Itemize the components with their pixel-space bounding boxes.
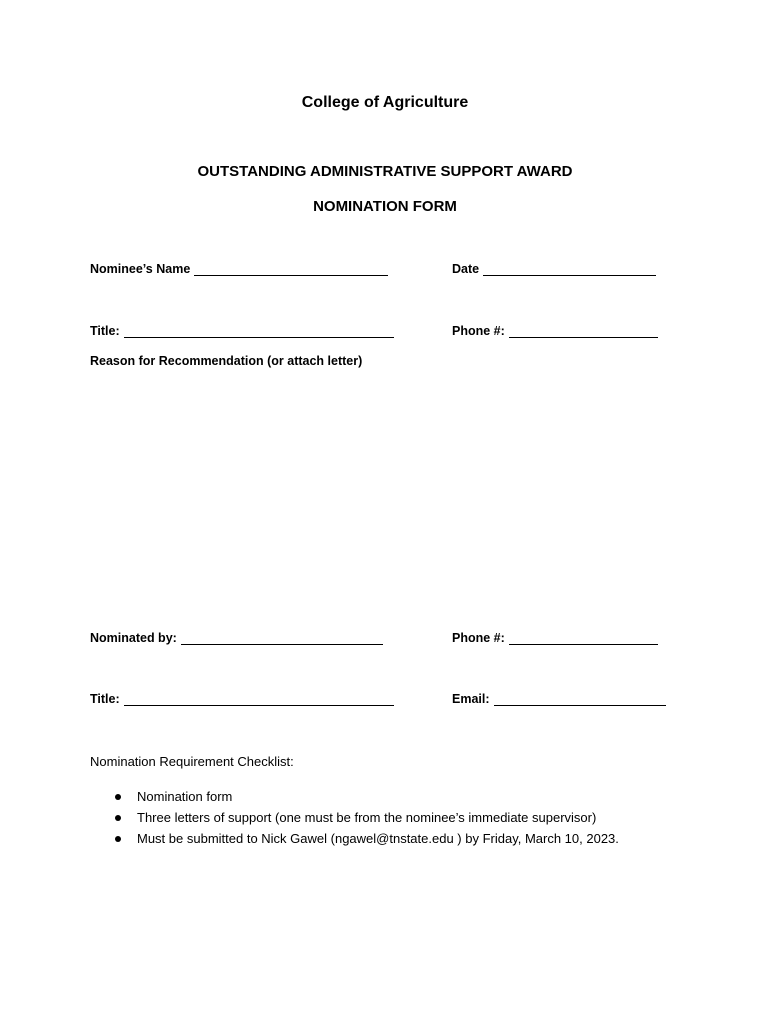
title-label-1: Title: [90, 324, 120, 338]
phone-field-1[interactable] [452, 324, 658, 338]
nominated-by-field[interactable] [90, 631, 383, 645]
bullet-icon [115, 836, 121, 842]
title-line-1[interactable] [124, 326, 394, 338]
checklist-item-text: Nomination form [137, 789, 233, 804]
nominated-by-label: Nominated by: [90, 631, 177, 645]
email-line[interactable] [494, 694, 666, 706]
list-item [112, 807, 619, 828]
reason-label: Reason for Recommendation (or attach letter) [90, 354, 363, 368]
date-field[interactable] [452, 262, 656, 276]
list-item [112, 828, 619, 849]
date-label: Date [452, 262, 480, 276]
phone-line-1[interactable] [509, 326, 658, 338]
list-item [112, 786, 619, 807]
checklist-item-text: Must be submitted to Nick Gawel (ngawel@tnstate.edu ) by Friday, March 10, 2023. [137, 831, 619, 846]
title-label-2: Title: [90, 692, 120, 706]
phone-label-2: Phone #: [452, 631, 505, 645]
checklist [112, 786, 619, 849]
checklist-item-text: Three letters of support (one must be from the nominee’s immediate supervisor) [137, 810, 597, 825]
phone-line-2[interactable] [509, 633, 658, 645]
email-label: Email: [452, 692, 490, 706]
nominee-name-label: Nominee’s Name [90, 262, 191, 276]
date-line[interactable] [483, 264, 656, 276]
college-heading: College of Agriculture [301, 94, 469, 111]
phone-field-2[interactable] [452, 631, 658, 645]
bullet-icon [115, 815, 121, 821]
title-line-2[interactable] [124, 694, 394, 706]
email-field[interactable] [452, 692, 666, 706]
award-heading: OUTSTANDING ADMINISTRATIVE SUPPORT AWARD [197, 163, 573, 180]
title-field-1[interactable] [90, 324, 394, 338]
phone-label-1: Phone #: [452, 324, 505, 338]
form-heading: NOMINATION FORM [313, 198, 457, 215]
checklist-title: Nomination Requirement Checklist: [90, 754, 294, 769]
nominee-name-field[interactable] [90, 262, 388, 276]
title-field-2[interactable] [90, 692, 394, 706]
nominee-name-line[interactable] [194, 264, 388, 276]
bullet-icon [115, 794, 121, 800]
nominated-by-line[interactable] [181, 633, 383, 645]
